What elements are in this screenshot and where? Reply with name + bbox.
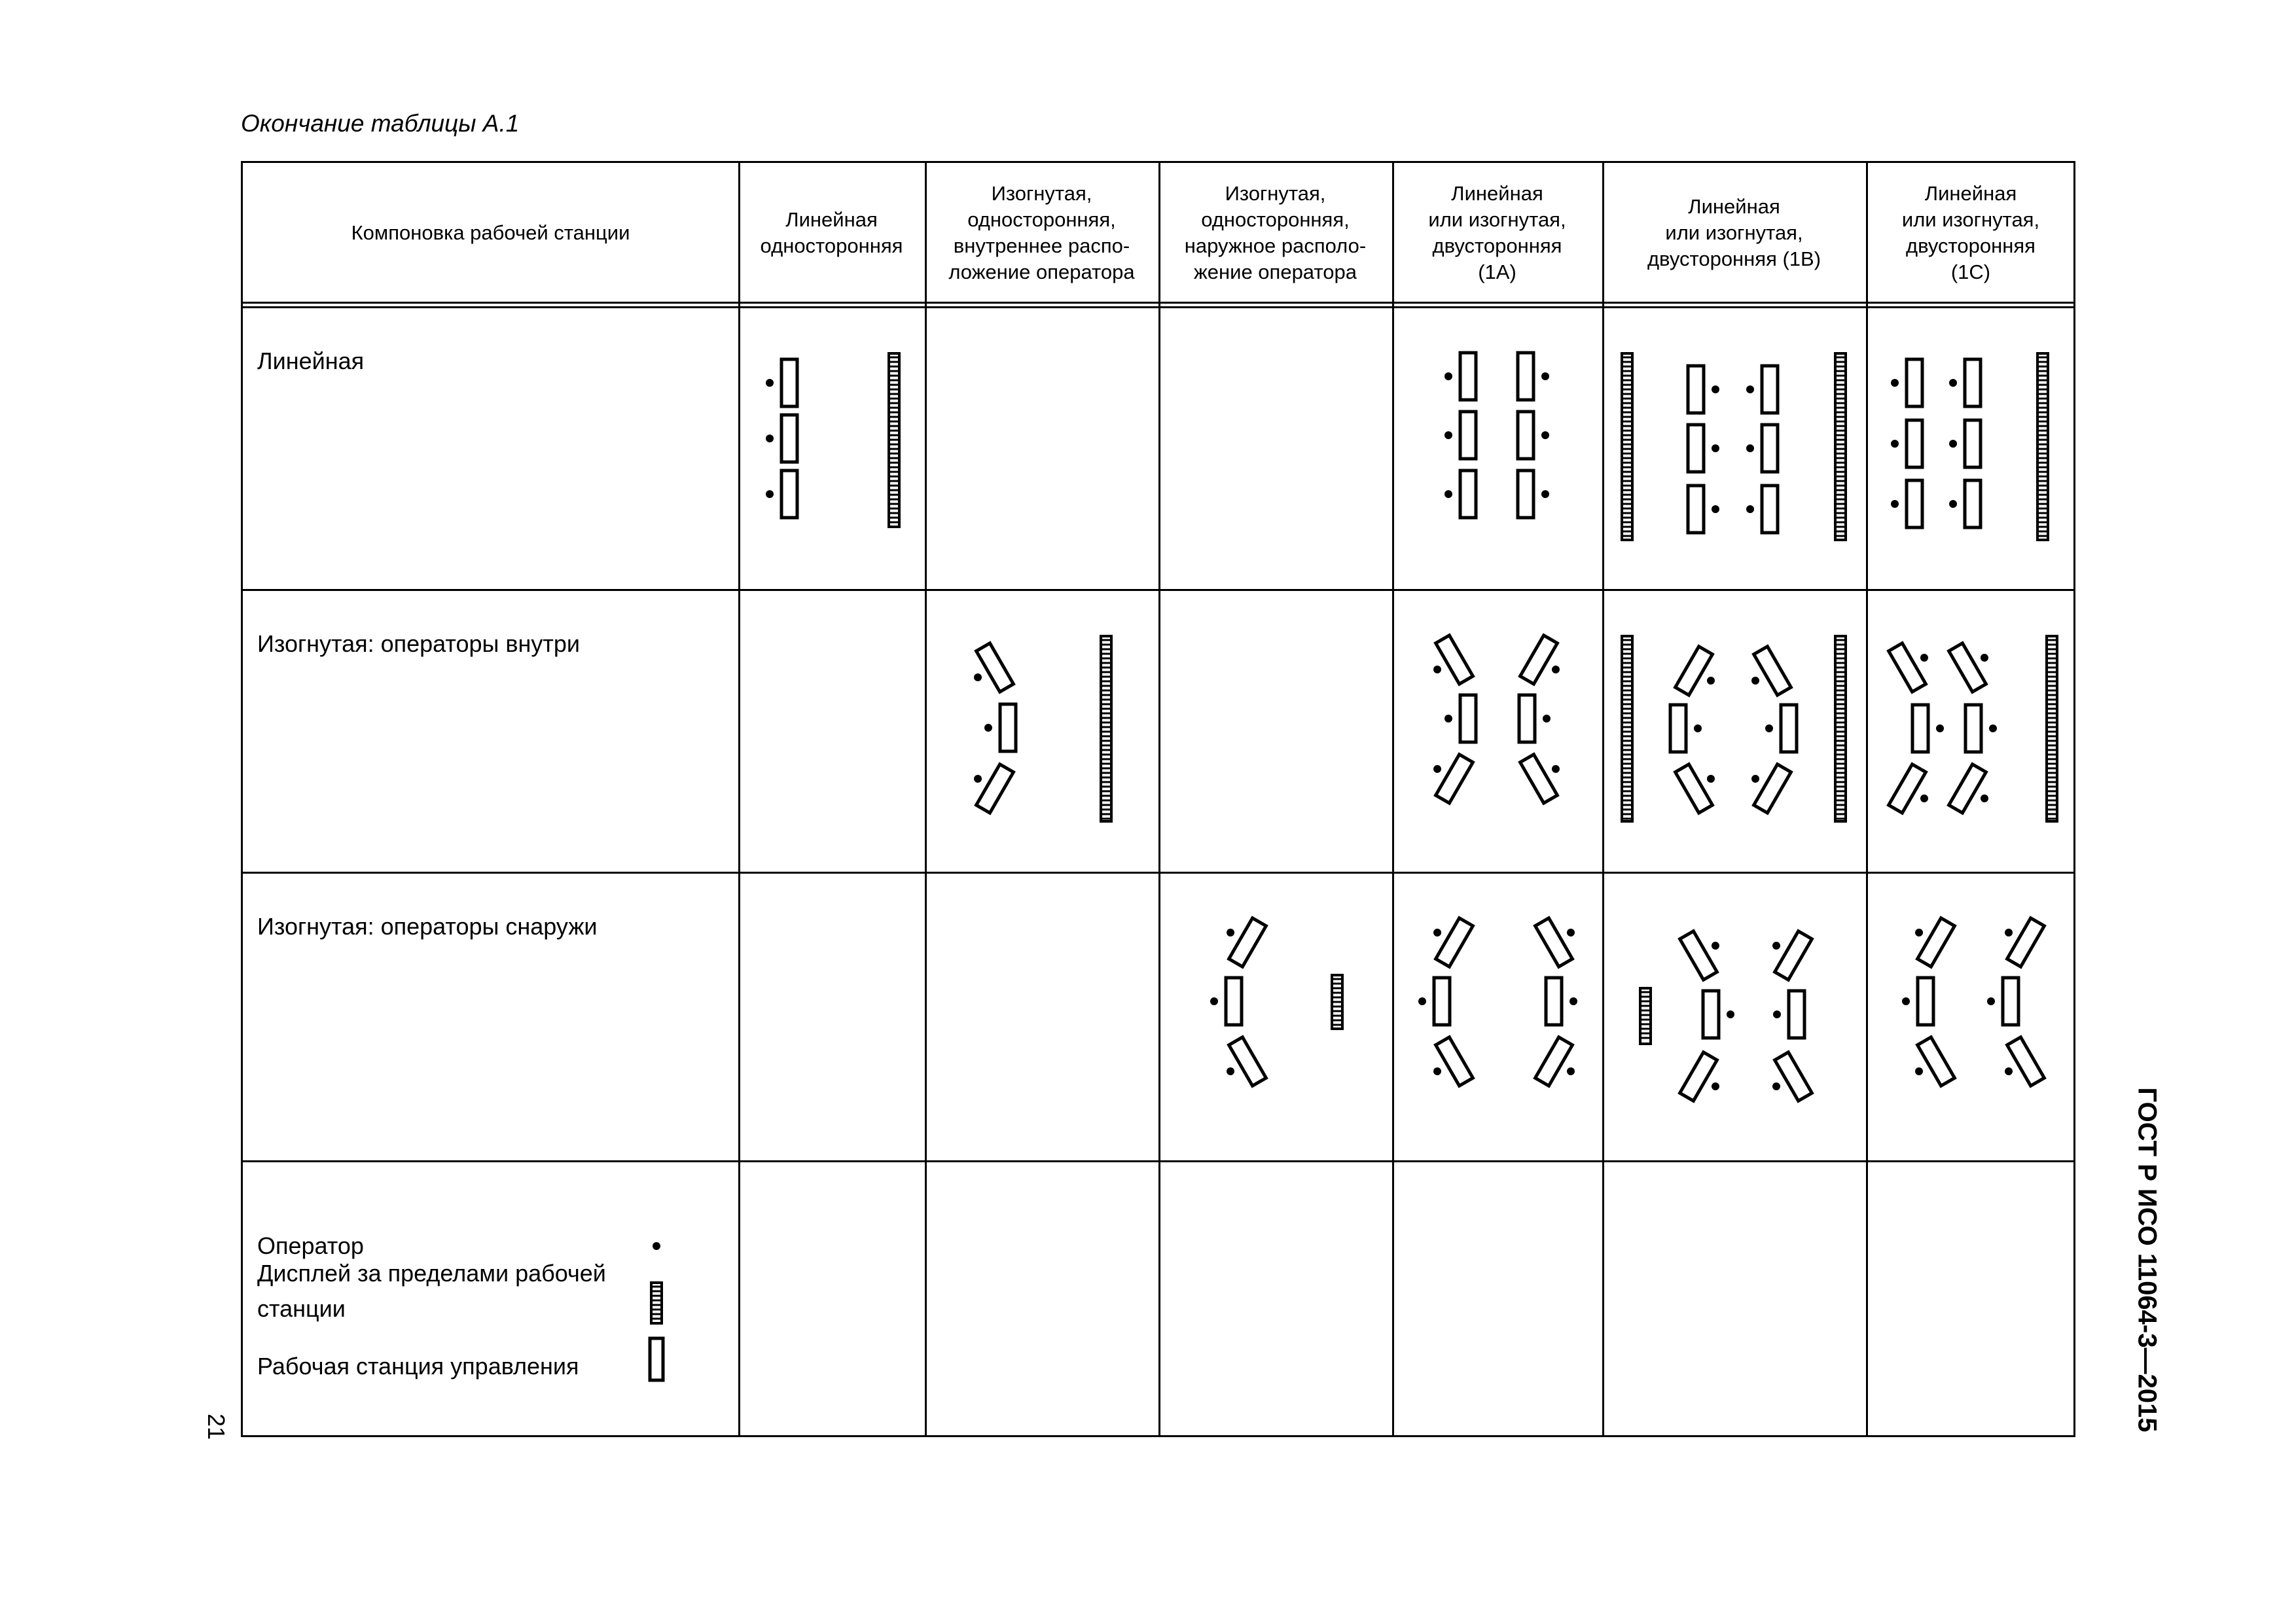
legend-display-label-1: Дисплей за пределами рабочей xyxy=(257,1260,606,1287)
operator-icon xyxy=(1432,664,1443,675)
workstation-icon xyxy=(1680,1052,1731,1109)
workstation-icon xyxy=(1746,366,1778,413)
header-text: Линейная или изогнутая, двусторонняя (1B) xyxy=(1647,195,1821,270)
operator-icon xyxy=(1746,385,1754,393)
operator-icon xyxy=(1914,927,1924,938)
workstation-icon xyxy=(1703,991,1734,1038)
row-label-linear: Линейная xyxy=(257,348,365,374)
operator-icon xyxy=(1541,372,1549,380)
legend-operator-label: Оператор xyxy=(257,1232,364,1259)
workstation-icon xyxy=(963,757,1014,813)
workstation-icon xyxy=(1746,425,1778,472)
workstation-icon xyxy=(1994,1037,2045,1094)
operator-icon xyxy=(1746,444,1754,452)
operator-icon xyxy=(1444,372,1452,380)
document-code: ГОСТ Р ИСО 11064-3—2015 xyxy=(2132,1087,2162,1433)
workstation-icon xyxy=(1761,1052,1812,1109)
workstation-icon xyxy=(1761,923,1812,980)
operator-icon xyxy=(1444,715,1452,722)
workstation-icon xyxy=(1422,910,1473,967)
operator-icon xyxy=(1914,1066,1924,1077)
operator-icon xyxy=(1710,1081,1721,1092)
workstation-icon xyxy=(1949,420,1981,467)
operator-icon xyxy=(1712,444,1719,452)
operator-icon xyxy=(1541,490,1549,498)
operator-icon xyxy=(1541,431,1549,439)
workstation-icon xyxy=(1444,471,1476,518)
workstation-icon xyxy=(1889,635,1940,692)
workstation-icon xyxy=(1676,647,1727,703)
operator-icon xyxy=(1979,793,1990,804)
workstation-icon xyxy=(1518,471,1549,518)
operator-icon xyxy=(1949,500,1957,508)
header-text: Линейная односторонняя xyxy=(760,208,903,257)
workstation-icon xyxy=(1949,480,1981,527)
row-label-curved-inside: Изогнутая: операторы внутри xyxy=(257,630,581,657)
operator-icon xyxy=(1210,997,1218,1005)
operator-icon xyxy=(1551,764,1561,774)
operator-icon xyxy=(1765,724,1773,732)
operator-icon xyxy=(1551,664,1561,675)
workstation-icon xyxy=(766,359,797,406)
workstation-icon xyxy=(1773,991,1804,1038)
operator-icon xyxy=(1543,715,1551,722)
operator-icon xyxy=(1225,927,1236,938)
operator-icon xyxy=(1432,1066,1443,1077)
operator-icon xyxy=(1706,675,1716,686)
page-number: 21 xyxy=(203,1413,230,1440)
operator-icon xyxy=(1706,774,1716,784)
operator-icon xyxy=(1418,997,1426,1005)
operator-icon xyxy=(1989,724,1997,732)
operator-icon xyxy=(766,435,774,442)
header-text: Изогнутая, односторонняя, внутреннее распо- ложение оператора xyxy=(948,182,1135,283)
operator-icon xyxy=(1771,940,1782,951)
operator-icon xyxy=(1746,505,1754,513)
operator-icon xyxy=(1771,1081,1782,1092)
workstation-icon xyxy=(1912,705,1944,752)
workstation-icon xyxy=(1688,486,1719,533)
legend-workstation-label: Рабочая станция управления xyxy=(257,1353,579,1380)
workstation-icon xyxy=(1891,420,1922,467)
workstation-icon xyxy=(1891,480,1922,527)
operator-icon xyxy=(1891,500,1899,508)
workstation-icon xyxy=(1670,705,1702,752)
workstation-icon xyxy=(984,704,1016,751)
display-icon xyxy=(1835,353,1846,540)
operator-icon xyxy=(1949,440,1957,448)
display-icon xyxy=(1622,353,1632,540)
workstation-icon xyxy=(1891,359,1922,406)
operator-icon xyxy=(1712,505,1719,513)
operator-icon xyxy=(1936,724,1944,732)
operator-icon xyxy=(1949,379,1957,387)
operator-icon xyxy=(2003,1066,2014,1077)
header-text: Линейная или изогнутая, двусторонняя (1A) xyxy=(1428,182,1566,283)
workstation-icon xyxy=(1518,412,1549,459)
display-icon xyxy=(2037,353,2048,540)
operator-icon xyxy=(1225,1066,1236,1077)
workstation-icon xyxy=(1535,910,1587,967)
operator-icon xyxy=(973,672,983,683)
operator-icon xyxy=(1773,1010,1781,1018)
workstation-icon xyxy=(1518,353,1549,400)
row-label-curved-outside: Изогнутая: операторы снаружи xyxy=(257,913,598,940)
operator-icon xyxy=(1712,385,1719,393)
operator-icon xyxy=(1566,927,1576,938)
operator-icon xyxy=(766,490,774,498)
operator-icon xyxy=(1566,1066,1576,1077)
table-caption: Окончание таблицы А.1 xyxy=(241,110,520,137)
operator-icon xyxy=(1750,774,1761,784)
workstation-icon xyxy=(1444,412,1476,459)
workstation-icon xyxy=(1740,647,1791,703)
operator-icon xyxy=(1432,764,1443,774)
workstation-icon xyxy=(1949,359,1981,406)
operator-icon xyxy=(973,774,983,784)
operator-icon xyxy=(1432,927,1443,938)
workstation-icon xyxy=(1422,747,1473,803)
workstation-icon xyxy=(766,471,797,518)
workstation-icon xyxy=(1444,353,1476,400)
operator-icon xyxy=(1987,997,1995,1005)
workstation-icon xyxy=(1676,757,1727,813)
workstation-icon xyxy=(1889,764,1940,821)
legend-workstation-icon xyxy=(650,1338,663,1380)
workstation-icon xyxy=(1765,705,1797,752)
workstation-icon xyxy=(1210,978,1242,1025)
workstation-icon xyxy=(1688,366,1719,413)
operator-icon xyxy=(1444,490,1452,498)
operator-icon xyxy=(1570,997,1577,1005)
workstation-icon xyxy=(766,415,797,462)
operator-icon xyxy=(1750,675,1761,686)
operator-icon xyxy=(1444,431,1452,439)
workstation-icon xyxy=(1520,747,1571,803)
legend-operator-icon xyxy=(653,1242,660,1250)
workstation-icon xyxy=(1949,764,2000,821)
workstation-icon xyxy=(963,643,1014,700)
workstation-icon xyxy=(1904,1037,1955,1094)
workstation-icon xyxy=(1418,978,1450,1025)
operator-icon xyxy=(1727,1010,1734,1018)
workstation-icon xyxy=(1422,1037,1473,1094)
workstation-icon xyxy=(1902,978,1933,1025)
operator-icon xyxy=(984,724,992,732)
workstation-icon xyxy=(1746,486,1778,533)
workstation-icon xyxy=(1680,923,1731,980)
workstation-icon xyxy=(1519,695,1551,742)
legend-display-label-2: станции xyxy=(257,1295,346,1322)
workstation-icon xyxy=(1994,910,2045,967)
operator-icon xyxy=(1979,652,1990,663)
operator-icon xyxy=(1919,652,1929,663)
workstation-icon xyxy=(1520,635,1571,692)
operator-icon xyxy=(2003,927,2014,938)
workstation-icon xyxy=(1740,757,1791,813)
workstation-icon xyxy=(1965,705,1997,752)
workstation-icon xyxy=(1215,1037,1266,1094)
workstation-icon xyxy=(1422,635,1473,692)
operator-icon xyxy=(1891,440,1899,448)
workstation-icon xyxy=(1904,910,1955,967)
workstation-icon xyxy=(1949,635,2000,692)
header-text: Изогнутая, односторонняя, наружное располо- жение оператора xyxy=(1184,182,1367,283)
workstation-icon xyxy=(1546,978,1577,1025)
workstation-icon xyxy=(1535,1037,1587,1094)
workstation-icon xyxy=(1688,425,1719,472)
operator-icon xyxy=(766,379,774,387)
workstation-icon xyxy=(1444,695,1476,742)
operator-icon xyxy=(1694,724,1702,732)
operator-icon xyxy=(1710,940,1721,951)
workstation-icon xyxy=(1215,910,1266,967)
header-layout-text: Компоновка рабочей станции xyxy=(351,221,630,244)
display-icon xyxy=(651,1283,662,1323)
operator-icon xyxy=(1902,997,1910,1005)
workstation-icon xyxy=(1987,978,2018,1025)
operator-icon xyxy=(1891,379,1899,387)
operator-icon xyxy=(1919,793,1929,804)
header-text: Линейная или изогнутая, двусторонняя (1C) xyxy=(1901,182,2040,283)
